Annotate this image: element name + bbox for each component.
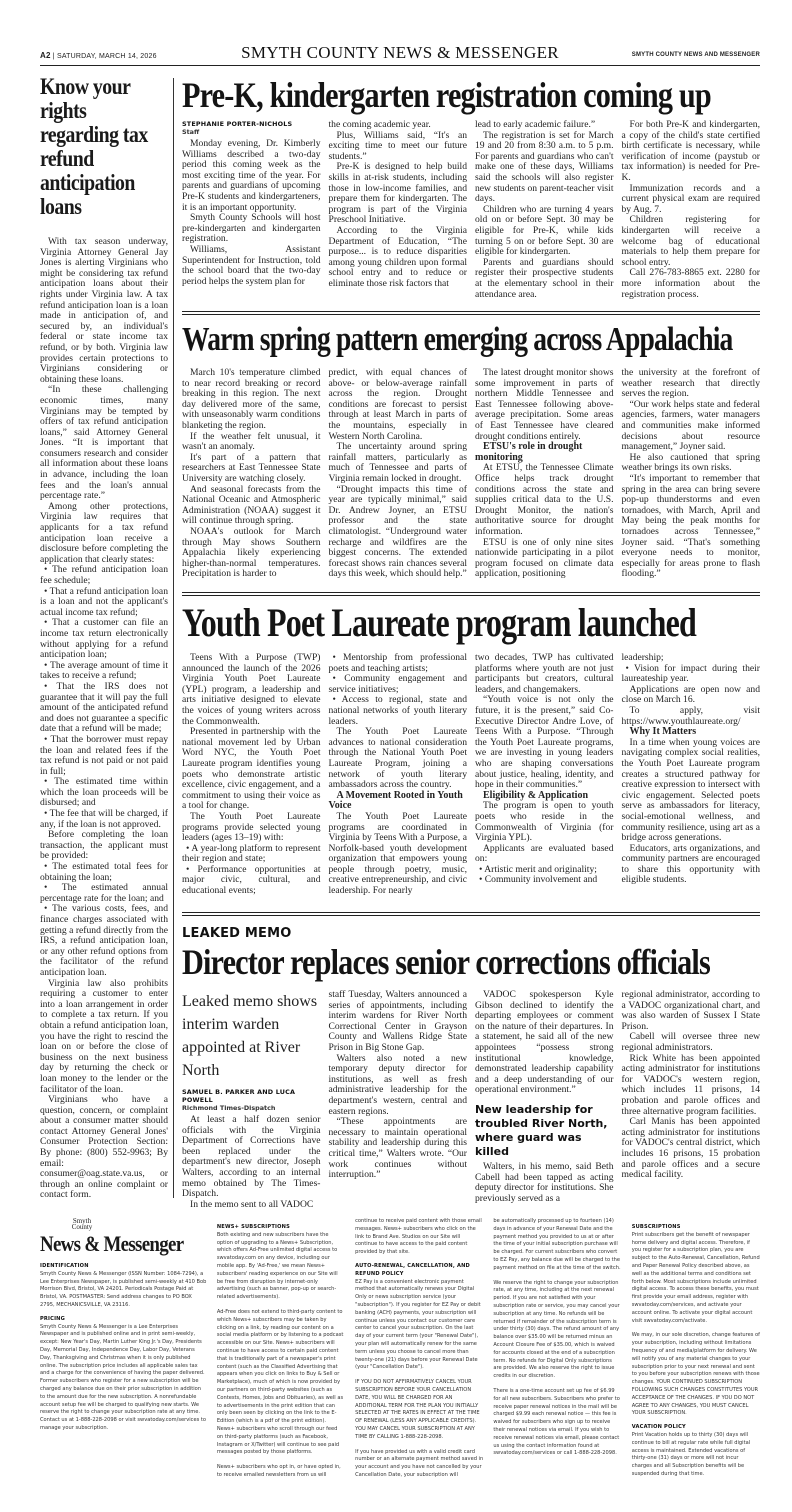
paragraph: The registration is set for March 19 and 20 from 8:30 a.m. to 5 p.m. For parents and guardians who can't make one of these days, Williams said the schools will also register new students on parent-teacher visit days.: [475, 129, 614, 205]
story-prek-col-2: [329, 120, 468, 300]
paragraph: leadership;: [621, 652, 664, 663]
publication-info-footer: [40, 1218, 760, 1480]
story-poet-body: [182, 653, 760, 897]
bullet-item: • Performance opportunities at major civic, cultural, and educational events;: [182, 863, 321, 897]
rail-headline: Know your rights regarding tax refund anticipation loans: [40, 74, 148, 219]
footer-heading: NEWS+ SUBSCRIPTIONS: [216, 1224, 290, 1230]
bullet-item: • The refund anticipation loan fee schedule;: [40, 564, 168, 586]
footer-paragraph: News+ subscribers who opt in, or have opted in, to receive emailed newsletters from us will: [216, 1464, 341, 1478]
footer-paragraph: We may, in our sole discretion, change features of your subscription, including without limitations frequency of and media/platform for delivery. We will notify you of any material changes to your subscription prior to your next renewal and sent to you before your subscription renews with those changes. YOUR CONTINUED SUBSCRIPTION FOLLOWING SUCH CHANGES CONSTITUTES YOUR ACCEPTANCE OF THE CHANGES. IF YOU DO NOT AGREE TO ANY CHANGES, YOU MUST CANCEL YOUR SUBSCRIPTION.: [631, 1332, 760, 1417]
story-corrections-col-3: [475, 990, 614, 1210]
footer-col-5: [632, 1218, 760, 1480]
paragraph: In a time when young voices are navigating complex social realities, the Youth Poet Laureate program creates a structured pathway for creative expression to intersect with civic engagement. Selected poets serve as ambassadors for literacy, social-emotional wellness, and community resilience, using art as a bridge across generations.: [621, 736, 760, 844]
paragraph: The Youth Poet Laureate programs are coordinated in Virginia by Teens With a Purpose, a Norfolk-based youth development organization that empowers young people through poetry, music, creative entrepreneurship, and civic leadership. For nearly: [328, 810, 467, 897]
paragraph: Carl Manis has been appointed acting administrator for institutions for VADOC's central district, which includes 16 prisons, 15 probation and parole offices and a secure medical facility.: [621, 1116, 760, 1181]
story-prek-byline-role: Staff: [182, 128, 200, 136]
bullet-item: • The average amount of time it takes to receive a refund;: [40, 659, 168, 682]
paragraph: two decades, TWP has cultivated platforms where youth are not just participants but creators, cultural leaders, and changemakers.: [475, 652, 614, 695]
paragraph: “Drought impacts this time of year are typically minimal,” said Dr. Andrew Joyner, an ETSU professor and the state climatologist. “Underground water recharge and wildfires are the biggest concerns. The extended forecast shows rain chances several days this week, which should help.”: [328, 483, 467, 580]
paragraph: The program is open to youth poets who reside in the Commonwealth of Virginia (for Virginia YPL).: [475, 800, 614, 844]
story-poet-col-4: [622, 653, 761, 897]
paragraph: Among other protections, Virginia law requires that applicants for a tax refund anticipation loan receive a disclosure before completing the application that clearly states:: [40, 500, 168, 565]
paragraph: VADOC spokesperson Kyle Gibson declined to identify the departing employees or comment on the nature of their departures. In a statement, he said all of the new appointees “possess strong institutional knowledge, demonstrated leadership capability and a deep understanding of our operational environment.”: [475, 989, 614, 1096]
story-corrections-col-4: [622, 990, 761, 1210]
bullet-item: • The estimated total fees for obtaining the loan;: [40, 861, 168, 883]
rail-body: [40, 237, 168, 1201]
story-prek-headline: Pre-K, kindergarten registration coming up: [182, 75, 711, 115]
story-poet-col-2: [329, 653, 468, 897]
story-weather-col-4: [622, 368, 761, 580]
footer-heading: VACATION POLICY: [631, 1424, 686, 1431]
bullet-item: • Vision for impact during their laureateship year.: [621, 662, 760, 685]
story-corrections-byline: SAMUEL B. PARKER AND LUCA POWELL: [182, 1088, 296, 1104]
paragraph: Rick White has been appointed acting administrator for institutions for VADOC's western region, which includes 11 prisons, 14 probation and parole offices and three alternative program facilities.: [621, 1052, 760, 1117]
bullet-item: • The various costs, fees, and finance charges associated with getting a refund directly from the IRS, a refund anticipation loan, or any other refund options from the facilitator of the refund anticipation loan.: [40, 903, 168, 978]
bullet-item: • A year-long platform to represent their region and state;: [182, 842, 321, 865]
paragraph: staff Tuesday, Walters announced a series of appointments, including interim wardens for River North Correctional Center in Grayson County and Wallens Ridge State Prison in Big Stone Gap.: [328, 989, 467, 1053]
paragraph: For both Pre-K and kindergarten, a copy of the child's state certified birth certificate is necessary, while verification of income (paystub or tax information) is needed for Pre-K.: [621, 119, 760, 183]
page-number: A2: [40, 51, 51, 60]
paragraph: Pre-K is designed to help build skills in at-risk students, including those in low-income families, and prepare them for kindergarten. The program is part of the Virginia Preschool Initiative.: [328, 161, 467, 226]
footer-col-1: [40, 1218, 207, 1480]
story-poet: [182, 602, 760, 644]
paragraph: Monday evening, Dr. Kimberly Williams described a two-day period this coming week as the most exciting time of the year. For parents and guardians of upcoming Pre-K students and kindergarteners, it is an important opportunity.: [182, 138, 321, 213]
bullet-item: • That the IRS does not guarantee that it will pay the full amount of the anticipated refund and does not guarantee a specific date that a refund will be made;: [40, 680, 168, 735]
paragraph: Educators, arts organizations, and community partners are encouraged to share this opportunity with eligible students.: [621, 842, 760, 886]
paragraph: Children registering for kindergarten will receive a welcome bag of educational materials to help them prepare for school entry.: [621, 214, 760, 268]
paragraph: Smyth County Schools will host pre-kindergarten and kindergarten registration.: [182, 212, 321, 245]
story-corrections-col-2: [329, 990, 468, 1210]
bullet-item: • The fee that will be charged, if any, if the loan is not approved.: [40, 808, 168, 830]
section-divider: [182, 311, 760, 315]
footer-col-2: [217, 1218, 345, 1480]
footer-paragraph: Print subscribers get the benefit of newspaper home delivery and digital access. Therefore, if you register for a subscription plan, you are subject to the Auto-Renewal, Cancellation, Refund and Paper Renewal Policy described above, as well as the additional terms and conditions set forth below. Most subscriptions include unlimited digital access. To access these benefits, you must first provide your email address, register with swvatoday.com/services, and activate your account online. To activate your digital account visit swvatoday.com/activate.: [631, 1231, 760, 1324]
story-weather-col-2: [329, 368, 468, 580]
footer-paragraph: Print Vacation holds up to thirty (30) days will continue to bill at regular rate while full digital access is maintained. Extended vacations of thirty-one (31) days or more will not incur charges and all Subscription benefits will be suspended during that time.: [631, 1431, 751, 1477]
paragraph: Call 276-783-8865 ext. 2280 for more information about the registration process.: [621, 267, 760, 300]
paragraph: Virginians who have a question, concern, or complaint about a consumer matter should contact Attorney General Jones' Consumer Protection Section: By phone: (800) 552-9963; By email: consumer@oag.state.va.us, or through an online complaint or contact form.: [40, 1094, 168, 1201]
paragraph: “In these challenging economic times, many Virginians may be tempted by offers of tax refund anticipation loans,” said Attorney General Jones. “It is important that consumers research and consider all information about these loans in advance, including the loan fees and the loan's annual percentage rate.”: [40, 384, 168, 502]
footer-paragraph: Both existing and new subscribers have the option of upgrading to a News+ Subscription, which offers Ad-Free unlimited digital access to swvatoday.com on any device, including our mobile app. By 'Ad-Free,' we mean News+ subscribers' reading experience on our Site will be free from disruption by internet-only advertising (such as banner, pop-up or search-related advertisements).: [216, 1231, 338, 1301]
footer-paragraph: Ad-Free does not extend to third-party content to which News+ subscribers may be taken by clicking on a link, by reading our content on a social media platform or by listening to a podcast accessible on our Site. News+ subscribers will continue to have access to certain paid content that is traditionally part of a newspaper's print content (such as the Classified Advertising that appears when you click on links to Buy & Sell or Marketplace), much of which is now provided by our partners on third-party websites (such as Contests, Homes, Jobs and Obituaries), as well as to advertisements in the print edition that can only been seen by clicking on the link to the E-Edition (which is a pdf of the print edition). News+ subscribers who scroll through our feed on third-party platforms (such as Facebook, Instagram or X/Twitter) will continue to see paid messages posted by those platforms.: [216, 1308, 344, 1456]
story-prek-col-1: [182, 120, 321, 300]
paragraph: It's part of a pattern that researchers at East Tennessee State University are watching closely.: [182, 451, 321, 484]
story-corrections-byline-role: Richmond Times-Dispatch: [182, 1104, 276, 1112]
bullet-item: • That the borrower must repay the loan and related fees if the tax refund is not paid or not paid in full;: [40, 733, 168, 777]
story-corrections-body: [182, 990, 760, 1210]
story-corrections-subhead: New leadership for troubled River North, where guard was killed: [475, 1102, 608, 1158]
footer-col-3: [355, 1218, 483, 1480]
paragraph: In the memo sent to all VADOC: [190, 1198, 314, 1210]
subhead: Eligibility & Application: [483, 789, 589, 801]
footer-col-4: [493, 1218, 621, 1480]
paragraph: ETSU is one of only nine sites nationwide participating in a pilot program focused on climate data application, positioning: [475, 536, 614, 580]
footer-heading: PRICING: [40, 1315, 66, 1322]
paragraph: Children who are turning 4 years old on or before Sept. 30 may be eligible for Pre-K, while kids turning 5 on or before Sept. 30 are eligible for kindergarten.: [475, 203, 614, 258]
paragraph: He also cautioned that spring weather brings its own risks.: [621, 451, 760, 474]
paragraph: At least a half dozen senior officials with the Virginia Department of Corrections have been replaced under the department's new director, Joseph Walters, according to an internal memo obtained by The Times-Dispatch.: [182, 1114, 321, 1200]
paragraph: To apply, visit https://www.youthlaureate.org/: [621, 704, 760, 727]
story-weather-body: [182, 368, 760, 580]
paragraph: Parents and guardians should register their prospective students at the elementary school in their attendance area.: [475, 256, 614, 300]
paragraph: lead to early academic failure.”: [475, 119, 596, 130]
subhead: A Movement Rooted in Youth Voice: [328, 789, 463, 812]
issue-date: SATURDAY, MARCH 14, 2026: [56, 53, 157, 60]
subhead: Why It Matters: [629, 726, 697, 738]
paragraph: Virginia law also prohibits requiring a customer to enter into a loan arrangement in order to complete a tax return. If you obtain a refund anticipation loan, you have the right to rescind the loan on or before the close of business on the next business day by returning the check or loan money to the lender or the facilitator of the loan.: [40, 977, 168, 1095]
paragraph: The latest drought monitor shows some improvement in parts of northern Middle Tennessee and East Tennessee following above-average precipitation. Some areas of East Tennessee have cleared drought conditions entirely.: [475, 367, 614, 442]
footer-paragraph: EZ Pay is a convenient electronic payment method that automatically renews your Digital Only or news subscription service (your "subscription"). If you register for EZ Pay or debit banking (ACH) payments, your subscription will continue unless you contact our customer care center to cancel your subscription. On the last day of your current term (your "Renewal Date"), your plan will automatically renew for the same term unless you choose to cancel more than twenty-one (21) days before your Renewal Date (your "Cancellation Date").: [355, 1278, 481, 1371]
newspaper-title: SMYTH COUNTY NEWS & MESSENGER: [241, 43, 559, 62]
story-weather-headline: Warm spring pattern emerging across Appalachia: [182, 321, 733, 358]
paragraph: Plus, Williams said, “It's an exciting time to meet our future students.”: [328, 129, 467, 162]
story-poet-col-3: [475, 653, 614, 897]
bullet-item: • That a refund anticipation loan is a loan and not the applicant's actual income tax refund;: [40, 585, 168, 618]
story-weather: [182, 322, 760, 358]
bullet-item: • The estimated annual percentage rate for the loan; and: [40, 882, 168, 904]
story-prek: [182, 76, 760, 114]
paragraph: The Youth Poet Laureate advances to national consideration through the National Youth Poet Laureate Program, joining a network of youth literary ambassadors across the country.: [328, 726, 467, 791]
bullet-item: • The estimated time within which the loan proceeds will be disbursed; and: [40, 776, 168, 809]
bullet-item: • Community engagement and service initiatives;: [328, 673, 467, 695]
paragraph: the coming academic year.: [328, 119, 431, 130]
paragraph: According to the Virginia Department of Education, “The purpose... is to reduce disparities among young children upon formal school entry and to reduce or eliminate those risk factors that: [328, 224, 467, 289]
paragraph: Cabell will oversee three new regional administrators.: [621, 1031, 760, 1053]
story-corrections-kicker: LEAKED MEMO: [182, 926, 292, 941]
paragraph: With tax season underway, Virginia Attorney General Jay Jones is alerting Virginians who might be considering tax refund anticipation loans about their rights under Virginia law. A tax refund anticipation loan is a loan made in anticipation of, and secured by, an individual's federal or state income tax refund, or by both. Virginia law provides certain protections to Virginians considering or obtaining these loans.: [40, 236, 168, 385]
paragraph: “Youth voice is not only the future, it is the present,” said Co-Executive Director Andre Love, of Teens With a Purpose. “Through the Youth Poet Laureate programs, we are investing in young leaders who are shaping conversations about justice, healing, identity, and hope in their communities.”: [475, 694, 614, 791]
paragraph: And seasonal forecasts from the National Oceanic and Atmospheric Administration (NOAA) suggest it will continue through spring.: [182, 483, 321, 527]
paragraph: The Youth Poet Laureate programs provide selected young leaders (ages 13–19) with:: [182, 810, 321, 844]
story-weather-col-3: [475, 368, 614, 580]
paragraph: Walters, in his memo, said Beth Cabell had been tapped as acting deputy director for institutions. She previously served as a: [475, 1160, 614, 1204]
subhead: ETSU's role in drought monitoring: [475, 441, 583, 463]
story-prek-byline: STEPHANIE PORTER-NICHOLS: [182, 120, 293, 128]
column-divider: [173, 78, 174, 1198]
story-corrections-col-1: [182, 990, 321, 1210]
paragraph: Applications are open now and close on March 16.: [621, 683, 760, 706]
story-prek-col-3: [475, 120, 614, 300]
story-prek-col-4: [622, 120, 761, 300]
paragraph: predict, with equal chances of above- or below-average rainfall across the region. Drought conditions are forecast to persist through at least March in parts of the mountains, especially in Western North Carolina.: [328, 367, 467, 442]
paragraph: “Our work helps state and federal agencies, farmers, water managers and communities make informed decisions about resource management,” Joyner said.: [621, 398, 760, 453]
footer-paragraph: Smyth County News & Messenger is a Lee Enterprises Newspaper and is published online and in print semi-weekly, except: New Year's Day, Martin Luther King Jr.'s Day, Presidents Day, Memorial Day, Independence Day, Labor Day, Veterans Day, Thanksgiving and Christmas when it is only published online. The subscription price includes all applicable sales tax and a charge for the convenience of having the paper delivered. Former subscribers who register for a new subscription will be charged any balance due on their prior subscription in addition to the amount due for the new subscription. A nonrefundable account setup fee will be charged to qualifying new starts. We reserve the right to change your subscription rate at any time. Contact us at 1-888-228-2098 or visit swvatoday.com/services to manage your subscription.: [40, 1323, 206, 1431]
story-corrections-deck: Leaked memo shows interim warden appointed at River North: [182, 993, 318, 1079]
footer-paragraph: be automatically processed up to fourteen (14) days in advance of your Renewal Date and the payment method you provided to us at or after the time of your initial subscription purchase will be charged. For current subscribers who convert to EZ Pay, any balance due will be charged to the payment method on file at the time of the switch.: [493, 1218, 621, 1271]
paragraph: “These appointments are necessary to maintain operational stability and leadership during this critical time,” Walters wrote. “Our work continues without interruption.”: [328, 1116, 467, 1181]
footer-paragraph: IF YOU DO NOT AFFIRMATIVELY CANCEL YOUR SUBSCRIPTION BEFORE YOUR CANCELLATION DATE, YOU WILL BE CHARGED FOR AN ADDITIONAL TERM FOR THE PLAN YOU INITIALLY SELECTED AT THE RATES IN EFFECT AT THE TIME OF RENEWAL (LESS ANY APPLICABLE CREDITS). YOU MAY CANCEL YOUR SUBSCRIPTION AT ANY TIME BY CALLING 1-888-228-2098.: [355, 1379, 480, 1440]
story-prek-body: [182, 120, 760, 300]
footer-heading: IDENTIFICATION: [40, 1263, 89, 1269]
bullet-item: • That a customer can file an income tax return electronically without applying for a refund anticipation loan;: [40, 617, 168, 661]
folio-separator: |: [50, 53, 57, 60]
paragraph: Teens With a Purpose (TWP) announced the launch of the 2026 Virginia Youth Poet Laureate (YPL) program, a leadership and arts initiative designed to elevate the voices of young writers across the Commonwealth.: [182, 652, 321, 727]
rail-story: [40, 75, 168, 1201]
paragraph: If the weather felt unusual, it wasn't an anomaly.: [182, 430, 321, 453]
story-corrections-headline: Director replaces senior corrections officials: [182, 942, 710, 982]
bullet-item: • Community involvement and: [479, 874, 598, 886]
story-poet-headline: Youth Poet Laureate program launched: [182, 600, 697, 645]
paragraph: Walters also noted a new temporary deputy director for institutions, as well as fresh administrative leadership for the department's western, central and eastern regions.: [328, 1052, 467, 1117]
logo-news-messenger: News & Messenger: [40, 1231, 184, 1256]
paragraph: the university at the forefront of weather research that directly serves the region.: [621, 367, 760, 400]
footer-heading: AUTO-RENEWAL, CANCELLATION, AND REFUND POLICY: [355, 1262, 470, 1277]
footer-paragraph: Smyth County News & Messenger (ISSN Number: 1084-7294), a Lee Enterprises Newspaper, is published semi-weekly at 410 Bob Morrison Blvd, Bristol, VA 24201. Periodicals Postage Paid at Bristol, VA. POSTMASTER: Send address changes to PO BOX 2795, MECHANICSVILLE, VA 23116.: [40, 1270, 207, 1308]
bullet-item: • Artistic merit and originality;: [479, 863, 597, 875]
paragraph: The uncertainty around spring rainfall matters, particularly as much of Tennessee and parts of Virginia remain locked in drought.: [328, 441, 467, 484]
paragraph: Applicants are evaluated based on:: [475, 842, 614, 865]
bullet-item: • Mentorship from professional poets and teaching artists;: [328, 652, 467, 674]
footer-paragraph: If you have provided us with a valid credit card number or an alternate payment method saved in your account and you have not cancelled by your Cancellation Date, your subscription will: [355, 1448, 484, 1478]
story-weather-col-1: [182, 368, 321, 580]
paragraph: Williams, Assistant Superintendent for Instruction, told the school board that the two-day period helps the system plan for: [182, 243, 321, 287]
story-poet-col-1: [182, 653, 321, 897]
section-divider: [182, 592, 760, 596]
bullet-item: • Access to regional, state and national networks of youth literary leaders.: [328, 694, 467, 727]
masthead: [40, 38, 760, 66]
paragraph: Immunization records and a current physical exam are required by Aug. 7.: [621, 182, 760, 215]
footer-paragraph: We reserve the right to change your subscription rate, at any time, including at the next renewal period. If you are not satisfied with your subscription rate or service, you may cancel your subscription at any time. No refunds will be returned if remainder of the subscription term is under thirty (30) days. The refund amount of any balance over $35.00 will be returned minus an Account Closure Fee of $35.00, which is waived for accounts closed at the end of a subscription term. No refunds for Digital Only subscriptions are provided. We also reserve the right to issue credits in our discretion.: [493, 1279, 620, 1380]
paragraph: regional administrator, according to a VADOC organizational chart, and was also warden of Sussex I State Prison.: [621, 989, 760, 1032]
paragraph: At ETSU, the Tennessee Climate Office helps track drought conditions across the state and supplies critical data to the U.S. Drought Monitor, the nation's authoritative source for drought information.: [475, 462, 614, 537]
footer-heading: SUBSCRIPTIONS: [631, 1224, 681, 1230]
story-corrections: [182, 926, 760, 981]
paragraph: March 10's temperature climbed to near record breaking or record breaking in this region. The next day delivered more of the same, with unseasonably warm conditions blanketing the region.: [182, 367, 321, 431]
paragraph: Presented in partnership with the national movement led by Urban Word NYC, the Youth Poet Laureate program identifies young poets who demonstrate artistic excellence, civic engagement, and a commitment to using their voice as a tool for change.: [182, 726, 321, 812]
paragraph: “It's important to remember that spring in the area can bring severe pop-up thunderstorms and even tornadoes, with March, April and May being the peak months for tornadoes across Tennessee,” Joyner said. “That's something everyone needs to monitor, especially for areas prone to flash flooding.”: [621, 472, 760, 580]
paragraph: NOAA's outlook for March through May shows Southern Appalachia likely experiencing higher-than-normal temperatures. Precipitation is harder to: [182, 525, 321, 580]
logo-smyth-county: Smyth County: [71, 1217, 93, 1231]
footer-paragraph: There is a one-time account set up fee of $6.99 for all new subscribers. Subscribers who prefer to receive paper renewal notices in the mail will be charged $9.99 each renewal notice — this fee is waived for subscribers who sign up to receive their renewal notices via email. If you wish to receive renewal notices via email, please contact us using the contact information found at swvatoday.com/services or call 1-888-228-2098.: [493, 1387, 620, 1457]
footer-paragraph: continue to receive paid content with those email messages. News+ subscribers who click on the link to Brand Ave. Studios on our Site will continue to have access to the paid content provided by that site.: [355, 1218, 482, 1256]
newspaper-name-right: SMYTH COUNTY NEWS AND MESSENGER: [631, 52, 760, 58]
paragraph: Before completing the loan transaction, the applicant must be provided:: [40, 829, 168, 862]
section-divider: [182, 912, 760, 916]
